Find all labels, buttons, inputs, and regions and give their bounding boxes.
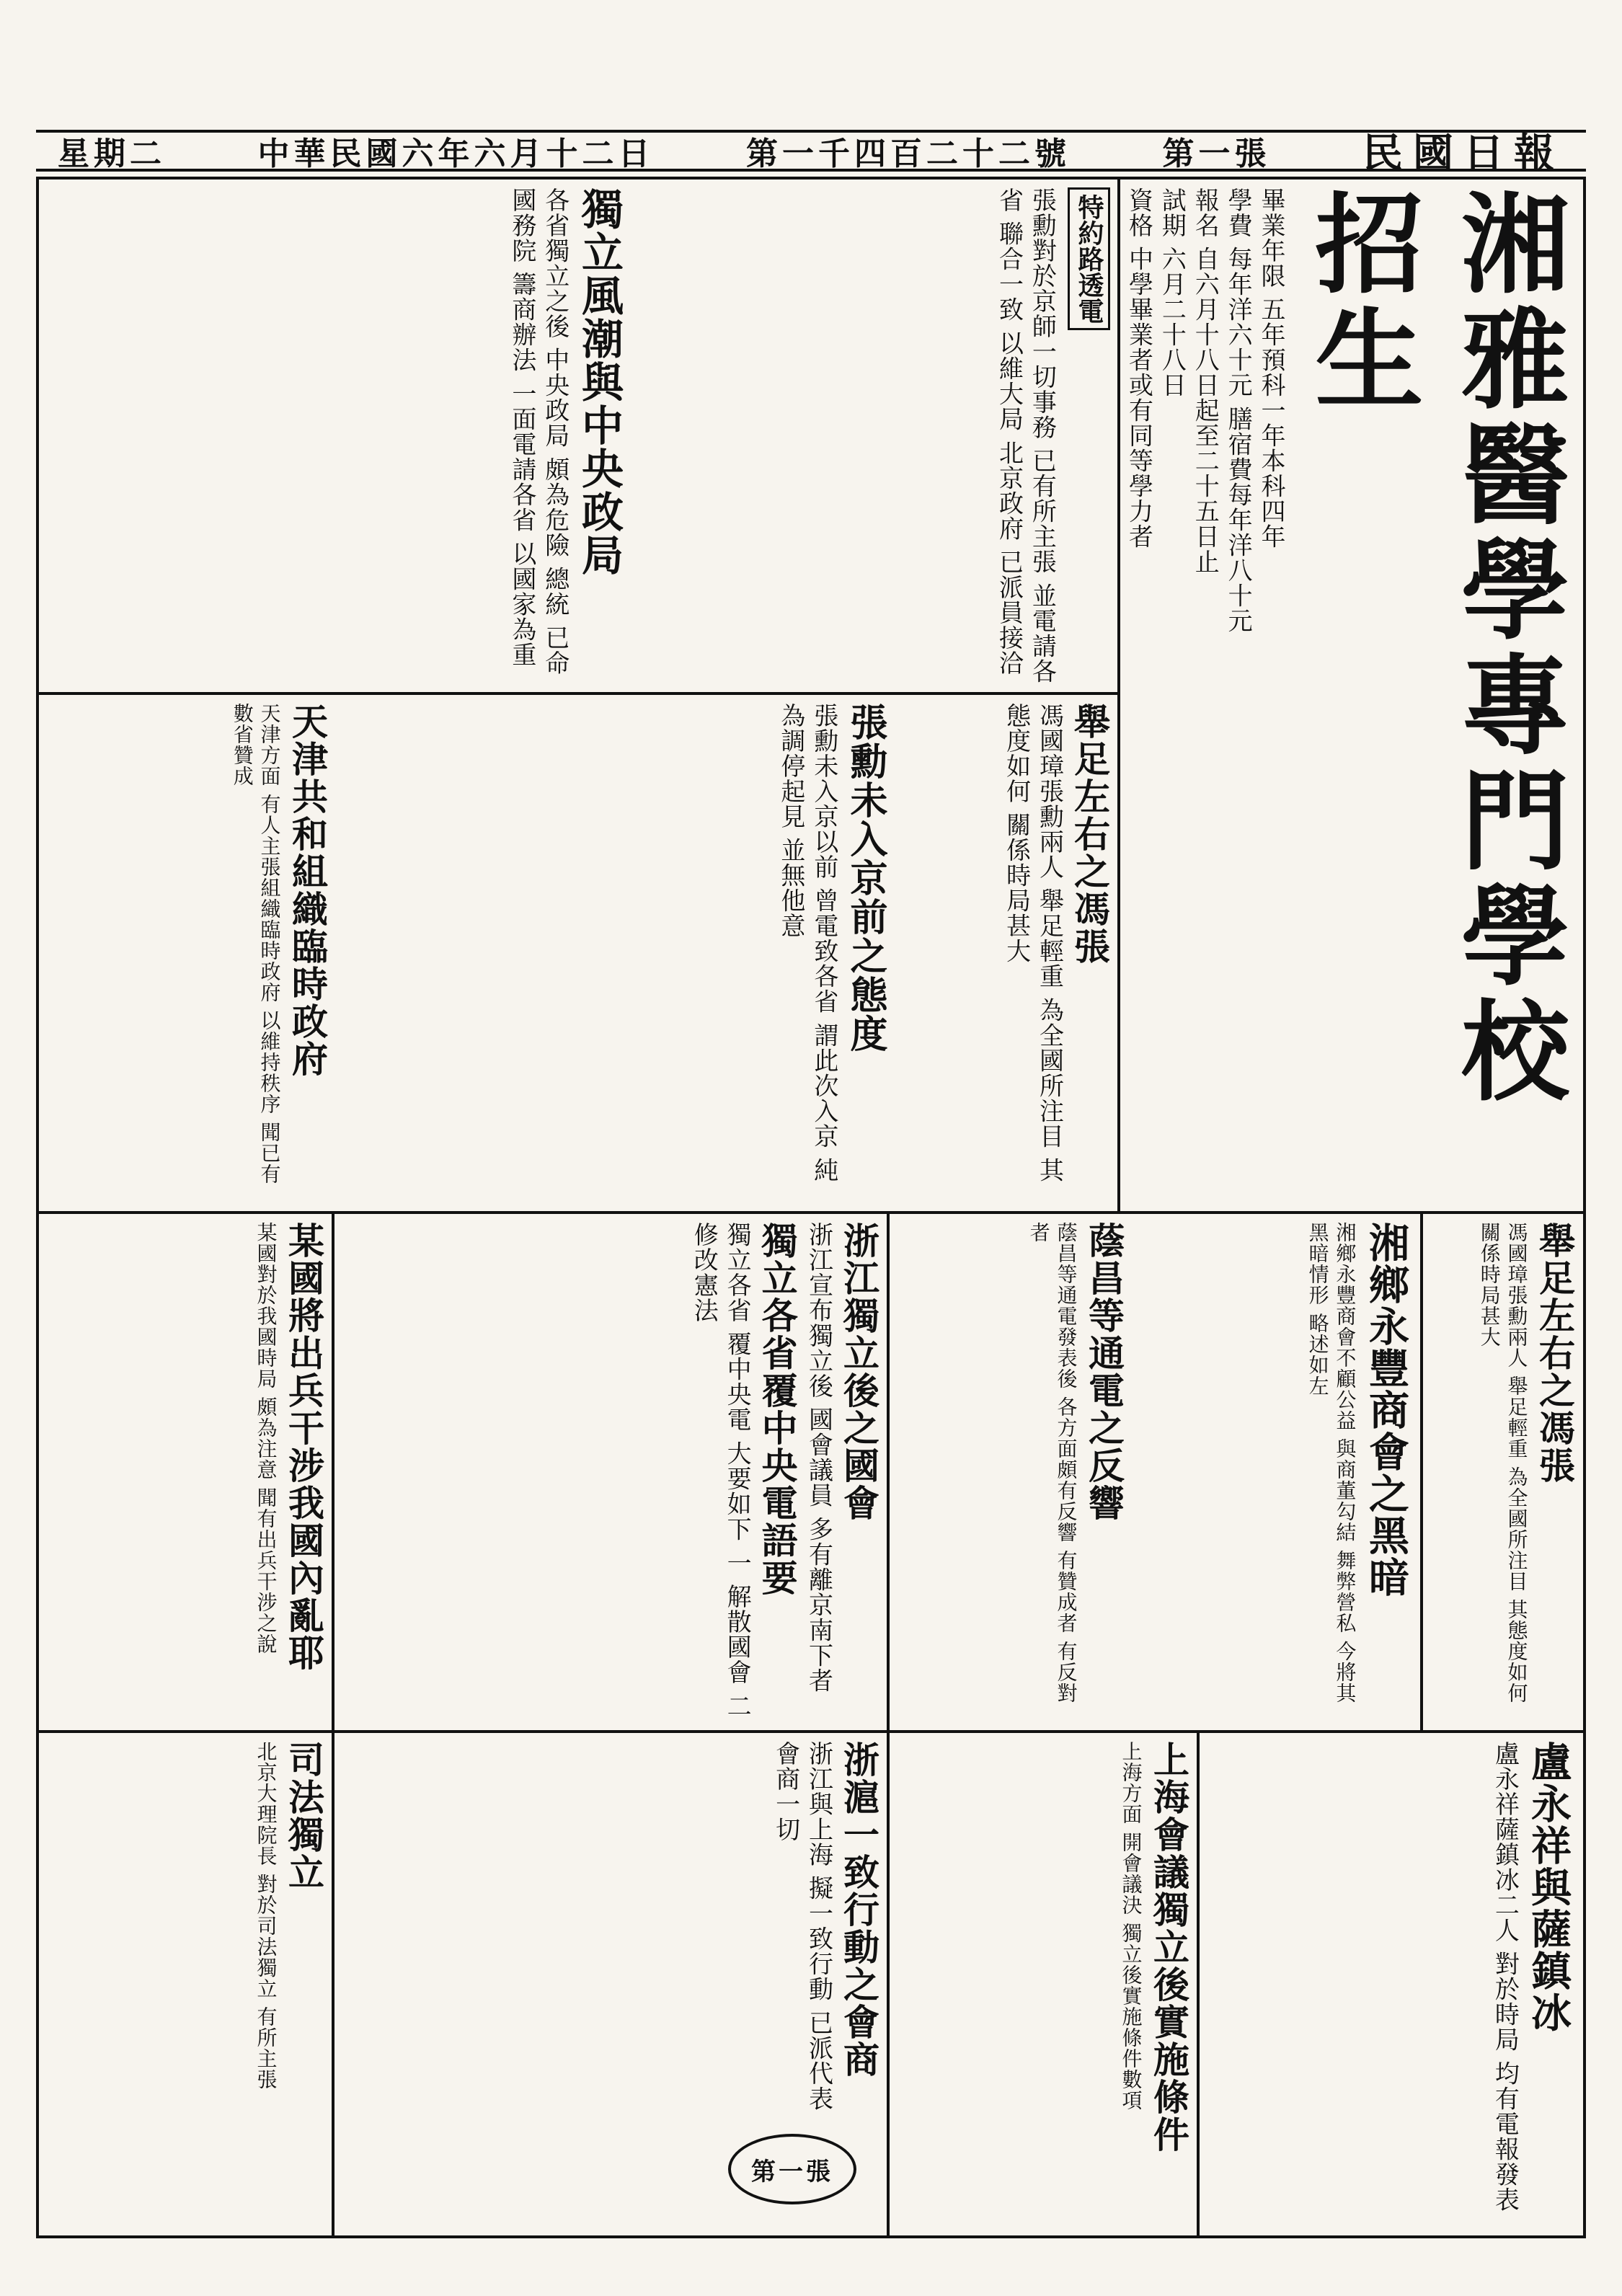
advert-title: 湘雅醫學專門學校招生 <box>1296 187 1569 1110</box>
article-headline: 天津共和組織臨時政府 <box>286 703 329 1078</box>
article <box>1435 1222 1579 1719</box>
divider <box>887 1730 890 2238</box>
divider <box>1420 1211 1423 1730</box>
article-headline: 司法獨立 <box>283 1741 325 1891</box>
advert-line: 資格 中學畢業者或有同等學力者 <box>1124 187 1153 549</box>
publication-name: 民國日報 <box>1362 130 1564 177</box>
article <box>1211 1741 1575 2228</box>
article <box>898 1222 1128 1719</box>
notice <box>1132 1222 1413 1719</box>
section-badge: 特約路透電 <box>1068 187 1110 330</box>
masthead <box>36 130 1586 177</box>
article <box>50 1741 328 2228</box>
notice-title: 湘鄉永豐商會之黑暗 <box>1362 1222 1410 1598</box>
article-headline: 舉足左右之馮張 <box>1533 1222 1576 1484</box>
article-body: 張勳未入京以前 曾電致各省 謂此次入京 純為調停起見 並無他意 <box>776 703 838 1183</box>
article-headline: 蔭昌等通電之反響 <box>1083 1222 1125 1522</box>
divider <box>36 692 1117 695</box>
issue-date: 中華民國六年六月十二日 <box>257 136 655 172</box>
article <box>634 187 1110 685</box>
article <box>898 1741 1193 2228</box>
page-label: 第一張 <box>1162 136 1271 172</box>
article-headline: 浙江獨立後之國會 <box>838 1222 880 1522</box>
article-headline: 盧永祥與薩鎮冰 <box>1525 1741 1572 2034</box>
article <box>342 1222 883 1719</box>
article <box>342 1741 883 2123</box>
divider <box>887 1211 890 1730</box>
advert-line: 試期 六月二十八日 <box>1157 187 1187 398</box>
issue-number: 第一千四百二十二號 <box>746 136 1071 172</box>
article-headline: 浙滬一致行動之會商 <box>838 1741 880 2078</box>
page-seal: 第一張 <box>728 2134 856 2204</box>
article-body: 獨立各省 覆中央電 大要如下 一 解散國會 二 修改憲法 <box>689 1222 752 1719</box>
article <box>50 187 627 685</box>
article <box>342 703 890 1200</box>
article-headline: 舉足左右之馮張 <box>1068 703 1111 965</box>
article-body: 某國對於我國時局 頗為注意 聞有出兵干涉之說 <box>254 1222 278 1654</box>
article-body: 張勳對於京師一切事務 已有所主張 並電請各省 聯合一致 以維大局 北京政府 已派員接洽 <box>994 187 1057 684</box>
divider <box>36 1211 1586 1214</box>
article <box>50 1222 328 1719</box>
article-headline: 某國將出兵干涉我國內亂耶 <box>283 1222 325 1672</box>
school-advert <box>1124 187 1579 1197</box>
article-body: 浙江與上海 擬一致行動 已派代表會商一切 <box>771 1741 833 2111</box>
notice-body: 湘鄉永豐商會不顧公益 與商董勾結 舞弊營私 今將其黑暗情形 略述如左 <box>1306 1222 1357 1703</box>
article-headline: 張勳未入京前之態度 <box>843 703 887 1053</box>
article-body: 蔭昌等通電發表後 各方面頗有反響 有贊成者 有反對者 <box>1027 1222 1078 1703</box>
weekday: 星期二 <box>58 136 166 172</box>
article-headline: 上海會議獨立後實施條件 <box>1148 1741 1190 2153</box>
article-body: 北京大理院長 對於司法獨立 有所主張 <box>254 1741 278 2090</box>
article-body: 盧永祥薩鎮冰二人 對於時局 均有電報發表 <box>1490 1741 1520 2212</box>
article-headline: 獨立各省覆中央電語要 <box>755 1222 799 1597</box>
divider <box>36 1730 1586 1733</box>
advert-line: 學費 每年洋六十元 膳宿費每年洋八十元 <box>1223 187 1253 634</box>
article <box>898 703 1114 1200</box>
article-body: 馮國璋張勳兩人 舉足輕重 為全國所注目 其態度如何 關係時局甚大 <box>1477 1222 1529 1703</box>
article <box>50 703 332 1200</box>
advert-line: 報名 自六月十八日起至二十五日止 <box>1190 187 1220 575</box>
divider <box>1197 1730 1200 2238</box>
article-body: 上海方面 開會議決 獨立後實施條件數項 <box>1119 1741 1143 2111</box>
advert-line: 畢業年限 五年預科一年本科四年 <box>1257 187 1285 549</box>
article-body: 浙江宣布獨立後 國會議員 多有離京南下者 <box>804 1222 833 1693</box>
article-body: 馮國璋張勳兩人 舉足輕重 為全國所注目 其態度如何 關係時局甚大 <box>1001 703 1064 1183</box>
article-body: 天津方面 有人主張組織臨時政府 以維持秩序 聞已有數省贊成 <box>230 703 282 1184</box>
divider <box>1117 177 1120 1211</box>
article-headline: 獨立風潮與中央政局 <box>575 187 624 577</box>
divider <box>332 1211 334 1730</box>
article-body: 各省獨立之後 中央政局 頗為危險 總統 已命國務院 籌商辦法 一面電請各省 以國家為重 <box>507 187 570 676</box>
divider <box>332 1730 334 2238</box>
